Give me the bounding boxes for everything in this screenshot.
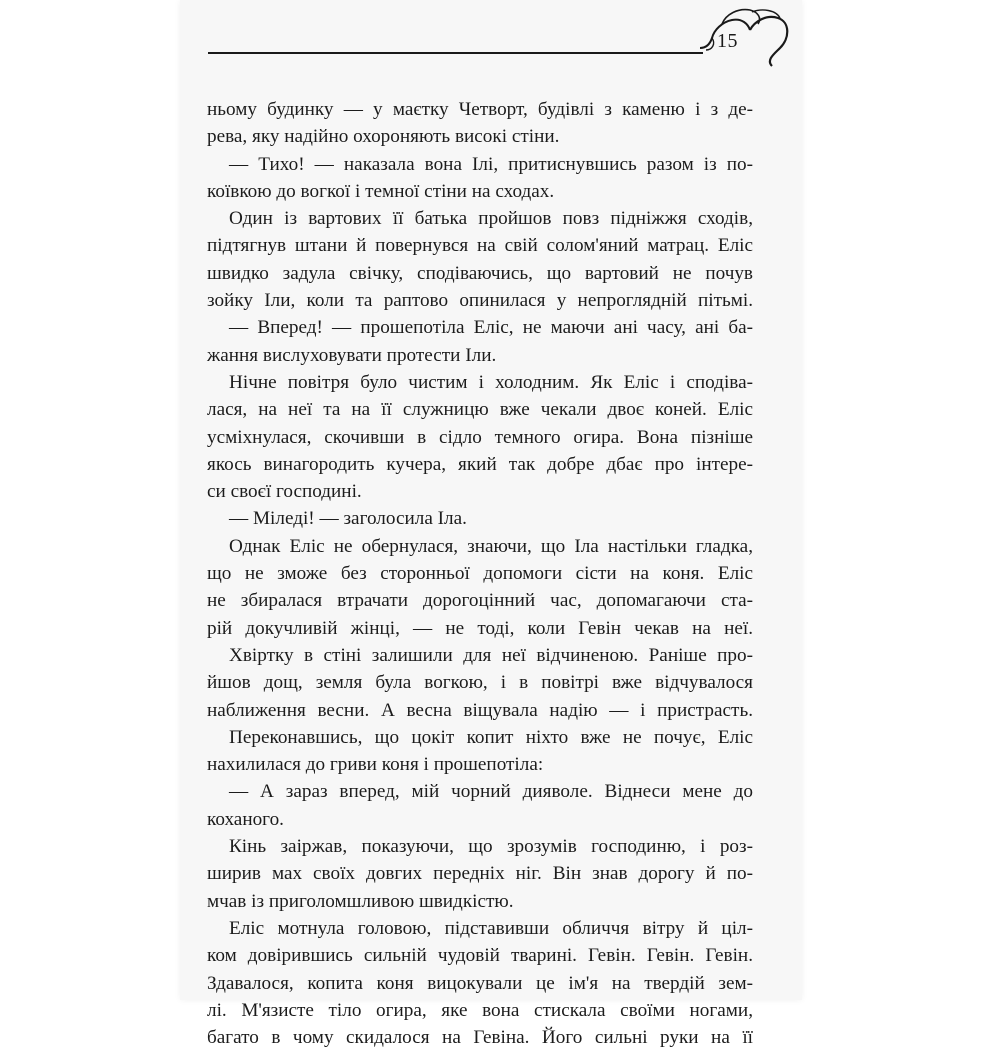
text-line: наближення весни. А весна віщувала надію — і пристрасть. xyxy=(207,699,753,721)
text-line: не збиралася втрачати дорогоцінний час, допомагаючи ста- xyxy=(207,590,753,612)
text-line: — Міледі! — заголосила Іла. xyxy=(229,508,467,530)
text-line: Переконавшись, що цокіт копит ніхто вже не почує, Еліс xyxy=(229,726,753,748)
text-line: ком довірившись сильній чудовій тварині. Гевін. Гевін. Гевін. xyxy=(207,945,753,967)
text-line: що не зможе без сторонньої допомоги сісти на коня. Еліс xyxy=(207,563,753,585)
text-line: рій докучливій жінці, — не тоді, коли Гевін чекав на неї. xyxy=(207,617,753,639)
text-line: йшов дощ, земля була вогкою, і в повітрі вже відчувалося xyxy=(207,672,753,694)
text-line: усміхнулася, скочивши в сідло темного огира. Вона пізніше xyxy=(207,426,753,448)
text-line: лася, на неї та на її служницю вже чекали двоє коней. Еліс xyxy=(207,399,753,421)
text-line: рева, яку надійно охороняють високі стіни. xyxy=(207,126,560,148)
text-line: мчав із приголомшливою швидкістю. xyxy=(207,890,514,912)
text-line: швидко задула свічку, сподіваючись, що вартовий не почув xyxy=(207,262,753,284)
text-line: Нічне повітря було чистим і холодним. Як Еліс і сподіва- xyxy=(229,371,753,393)
text-line: коханого. xyxy=(207,808,284,830)
text-line: ньому будинку — у маєтку Четворт, будівлі з каменю і з де- xyxy=(207,99,753,120)
text-line: Один із вартових її батька пройшов повз підніжжя сходів, xyxy=(229,208,753,230)
text-line: — А зараз вперед, мій чорний дияволе. Віднеси мене до xyxy=(229,781,753,803)
text-line: підтягнув штани й повернувся на свій солом'яний матрац. Еліс xyxy=(207,235,753,257)
text-line: Кінь заіржав, показуючи, що зрозумів господиню, і роз- xyxy=(229,836,753,858)
text-line: лі. М'язисте тіло огира, яке вона стискала своїми ногами, xyxy=(207,999,753,1021)
text-line: Здавалося, копита коня вицокували це ім'я на твердій зем- xyxy=(207,972,753,994)
body-text xyxy=(207,96,753,1051)
header-rule xyxy=(208,52,703,54)
text-line: багато в чому скидалося на Гевіна. Його сильні руки на її xyxy=(207,1027,753,1049)
text-line: нахилилася до гриви коня і прошепотіла: xyxy=(207,754,544,776)
text-line: Однак Еліс не обернулася, знаючи, що Іла настільки гладка, xyxy=(229,535,753,557)
text-line: — Тихо! — наказала вона Ілі, притиснувшись разом із по- xyxy=(229,153,753,175)
text-line: си своєї господині. xyxy=(207,481,362,503)
text-line: якось винагородить кучера, який так добре дбає про інтере- xyxy=(207,453,753,475)
text-line: — Вперед! — прошепотіла Еліс, не маючи ані часу, ані ба- xyxy=(229,317,753,339)
flourish-ornament xyxy=(692,4,796,70)
text-line: коївкою до вогкої і темної стіни на сходах. xyxy=(207,180,555,202)
text-line: зойку Іли, коли та раптово опинилася у непроглядній пітьмі. xyxy=(207,290,753,312)
text-line: Еліс мотнула головою, підставивши обличчя вітру й ціл- xyxy=(229,917,753,939)
text-line: Хвіртку в стіні залишили для неї відчиненою. Раніше про- xyxy=(229,644,753,666)
text-line: жання вислуховувати протести Іли. xyxy=(207,344,497,366)
text-line: ширив мах своїх довгих передніх ніг. Він знав дорогу й по- xyxy=(207,863,753,885)
page-number: 15 xyxy=(717,30,738,52)
